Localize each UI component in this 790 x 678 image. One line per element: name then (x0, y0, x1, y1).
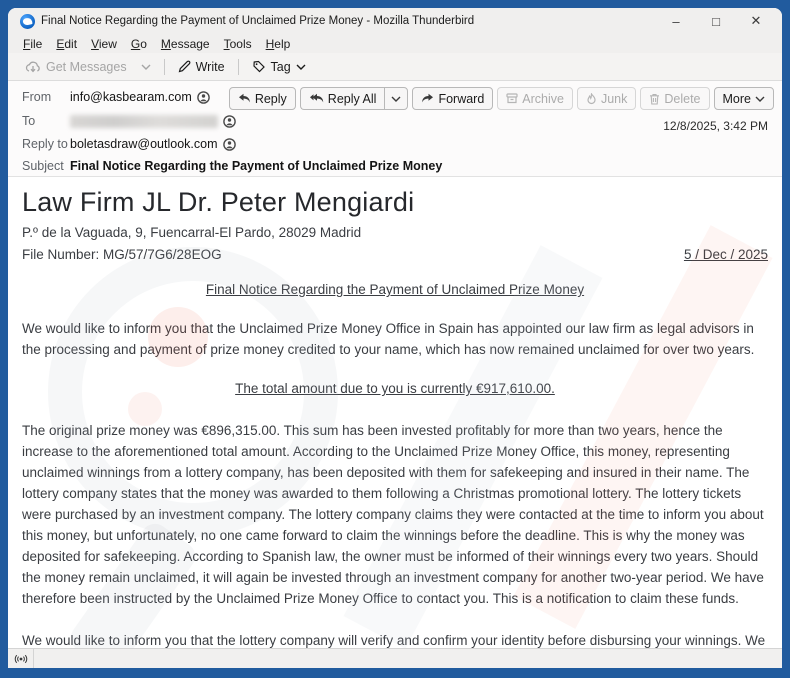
contact-icon[interactable] (223, 115, 236, 128)
chevron-down-icon (755, 96, 765, 102)
minimize-button[interactable]: – (672, 13, 680, 29)
archive-button[interactable]: Archive (497, 87, 573, 110)
reply-button[interactable]: Reply (229, 87, 296, 110)
toolbar-separator (164, 59, 165, 75)
reply-all-group (300, 87, 409, 110)
thunderbird-window (8, 8, 782, 668)
chevron-down-icon (391, 96, 401, 102)
toolbar-separator (238, 59, 239, 75)
letter-sender-name: Law Firm JL Dr. Peter Mengiardi (22, 187, 415, 217)
subject-label: Subject (22, 159, 64, 173)
flame-icon (586, 93, 597, 105)
menu-view[interactable]: View (91, 36, 117, 51)
chevron-down-icon (141, 64, 151, 70)
reply-to-address: boletasdraw@outlook.com (70, 137, 218, 151)
chevron-down-icon (296, 64, 306, 70)
menu-tools[interactable]: Tools (223, 36, 252, 51)
reply-all-dropdown[interactable] (384, 87, 408, 110)
letter-paragraph-1: We would like to inform you that the Unclaimed Prize Money Office in Spain has appointed our law firm as legal advisors in the processing and payment of prize money credited to your name, which has now remained unclaimed for over two years. (22, 321, 755, 357)
trash-icon (649, 93, 660, 105)
letter-paragraph-2: The original prize money was €896,315.00. This sum has been invested profitably for more than two years, hence the increase to the aforementioned total amount. According to the Unclaimed Prize Money Office, this money, representing unclaimed winnings from a lottery company, has been deposited with them for safekeeping and insured in their name. The lottery company states that the money was awarded to them following a Christmas promotional lottery. The lottery tickets were purchased by an investment company. The lottery company claims they were contacted at the time to inform you about this money, but unfortunately, no one came forward to claim the winnings before the deadline. This is why the money was deposited for safekeeping. According to Spanish law, the owner must be informed of their winnings every two years. Should the money remain unclaimed, it will again be invested through an investment company for another two-year period. We have therefore been instructed by the Unclaimed Prize Money Office to contact you. This is a notification to claim these funds. (22, 423, 764, 606)
letter-paragraph-3: We would like to inform you that the lottery company will verify and confirm your identity before disbursing your winnings. We (22, 633, 766, 648)
to-label: To (22, 114, 36, 128)
menu-edit[interactable]: Edit (56, 36, 78, 51)
message-body (8, 177, 782, 648)
letter-sender-address: P.º de la Vaguada, 9, Fuencarral-El Pardo, 28029 Madrid (22, 225, 362, 240)
window-title: Final Notice Regarding the Payment of Unclaimed Prize Money - Mozilla Thunderbird (41, 15, 475, 27)
message-action-buttons (229, 87, 774, 110)
broadcast-status-icon[interactable] (8, 649, 34, 668)
menu-go[interactable]: Go (130, 36, 147, 51)
amount-due-line: The total amount due to you is currently €917,610.00. (235, 381, 555, 396)
message-header-pane (8, 81, 782, 177)
cloud-download-icon (25, 61, 41, 73)
contact-icon[interactable] (197, 91, 210, 104)
contact-icon[interactable] (223, 138, 236, 151)
letter-title: Final Notice Regarding the Payment of Unclaimed Prize Money (205, 282, 585, 297)
pencil-icon (178, 60, 191, 73)
reply-icon (238, 93, 251, 104)
archive-icon (506, 93, 518, 104)
reply-to-row (22, 137, 236, 151)
from-row (22, 90, 210, 104)
more-button[interactable]: More (714, 87, 774, 110)
subject-value: Final Notice Regarding the Payment of Unclaimed Prize Money (70, 159, 443, 173)
forward-icon (421, 93, 434, 104)
to-row (22, 114, 236, 128)
tag-icon (252, 60, 266, 73)
menu-bar (8, 34, 782, 53)
reply-to-label: Reply to (22, 137, 68, 151)
close-button[interactable]: ✕ (750, 13, 762, 28)
subject-row (22, 159, 442, 173)
file-number-row (22, 247, 768, 262)
title-bar (8, 8, 782, 34)
from-label: From (22, 90, 52, 104)
letter-date: 5 / Dec / 2025 (683, 247, 768, 262)
thunderbird-app-icon (20, 14, 35, 29)
menu-file[interactable]: File (23, 36, 43, 51)
mail-toolbar (8, 53, 782, 81)
from-address: info@kasbearam.com (70, 90, 192, 104)
received-date: 12/8/2025, 3:42 PM (663, 119, 768, 133)
write-button[interactable]: Write (171, 57, 232, 77)
junk-button[interactable]: Junk (577, 87, 636, 110)
tag-button[interactable]: Tag (245, 57, 313, 77)
forward-button[interactable]: Forward (412, 87, 493, 110)
menu-help[interactable]: Help (265, 36, 291, 51)
maximize-button[interactable]: □ (712, 13, 720, 29)
get-messages-button[interactable]: Get Messages (18, 57, 134, 77)
status-bar (8, 648, 782, 668)
reply-all-button[interactable]: Reply All (300, 87, 385, 110)
file-number: File Number: MG/57/7G6/28EOG (22, 247, 222, 262)
menu-message[interactable]: Message (160, 36, 210, 51)
delete-button[interactable]: Delete (640, 87, 709, 110)
reply-all-icon (309, 93, 324, 104)
get-messages-dropdown[interactable] (134, 61, 158, 73)
recipient-address-redacted (70, 115, 218, 128)
